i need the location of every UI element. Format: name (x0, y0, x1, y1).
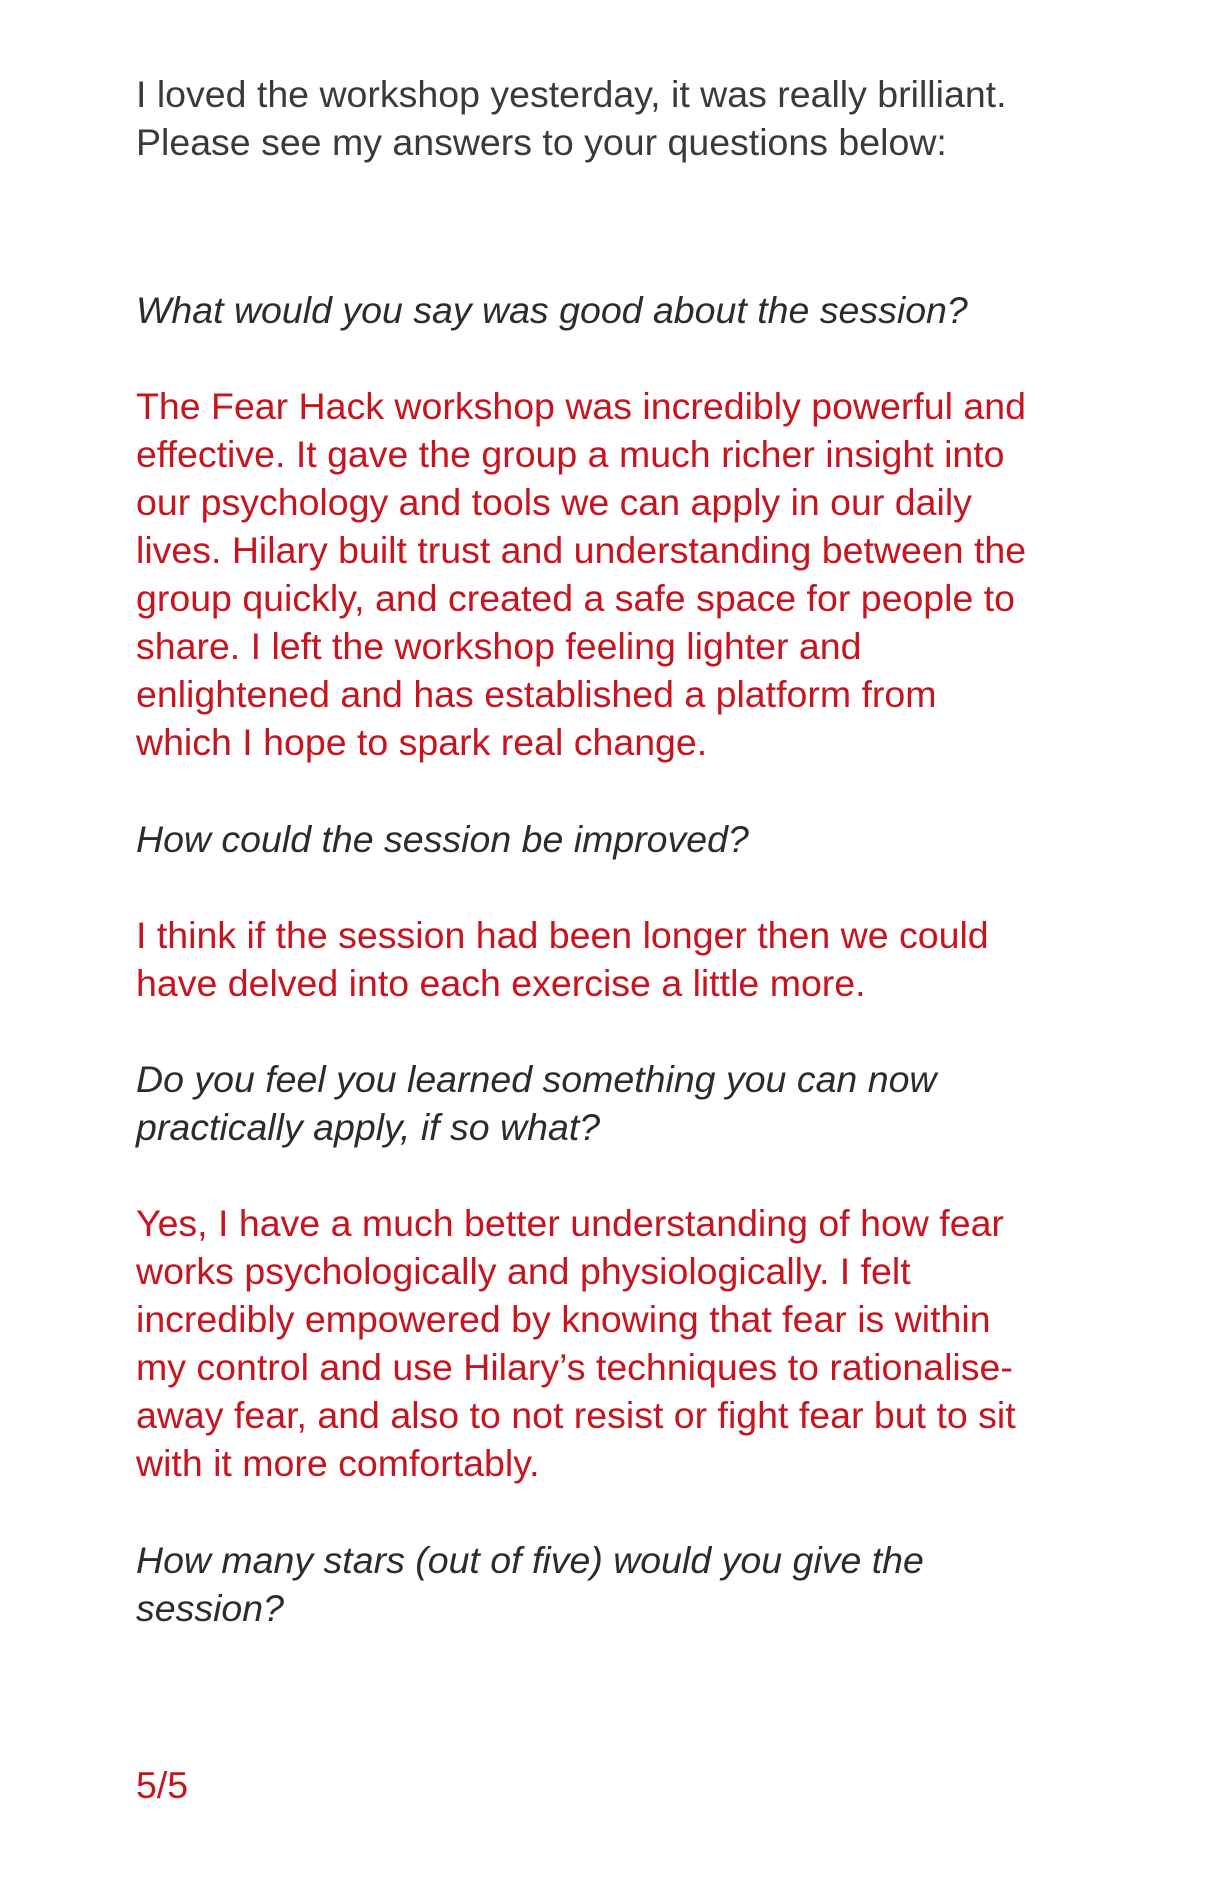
answer-star-rating: 5/5 (136, 1764, 189, 1806)
answer-improvements: I think if the session had been longer then we could have delved into each exercise a little more. (136, 914, 989, 1004)
intro-text: I loved the workshop yesterday, it was really brilliant. Please see my answers to your questions below: (136, 73, 1007, 163)
answer-good-about-session: The Fear Hack workshop was incredibly powerful and effective. It gave the group a much richer insight into our psychology and tools we can apply in our daily lives. Hilary built trust and understanding between the group quickly, and created a safe space for people to share. I left the workshop feeling lighter and enlightened and has established a platform from which I hope to spark real change. (136, 385, 1027, 763)
question-improvements: How could the session be improved? (136, 818, 749, 860)
question-learned-something: Do you feel you learned something you can now practically apply, if so what? (136, 1058, 937, 1148)
question-star-rating: How many stars (out of five) would you give the session? (136, 1539, 924, 1629)
answer-learned-something: Yes, I have a much better understanding of how fear works psychologically and physiologically. I felt incredibly empowered by knowing that fear is within my control and use Hilary’s techniques to rationalise- away fear, and also to not resist or fight fear but to sit with it more comfortably. (136, 1202, 1016, 1484)
question-good-about-session: What would you say was good about the session? (136, 289, 968, 331)
